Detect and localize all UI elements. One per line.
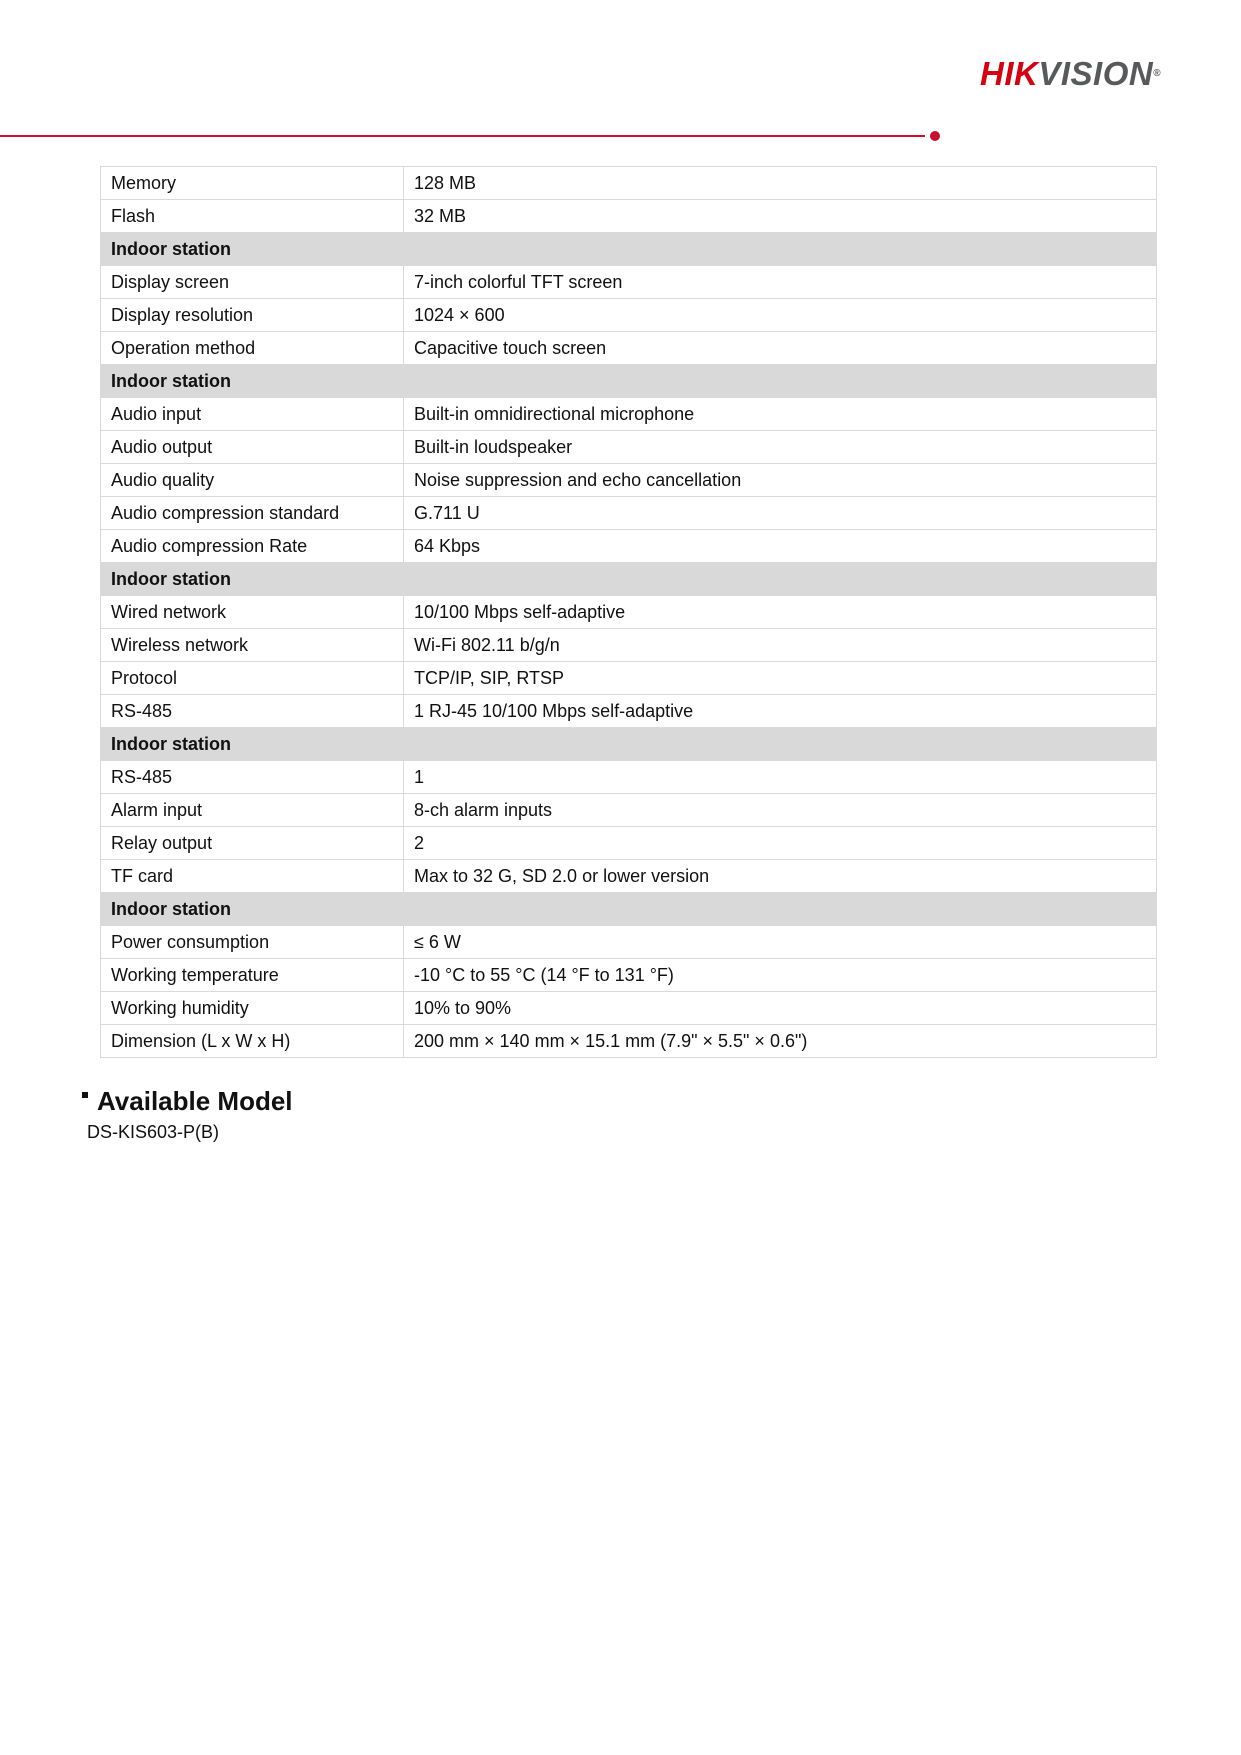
table-row [101, 167, 1157, 200]
logo-text-vision: VISION [1038, 55, 1154, 92]
spec-value: 8-ch alarm inputs [404, 794, 1157, 827]
spec-value: ≤ 6 W [404, 926, 1157, 959]
table-row [101, 860, 1157, 893]
table-row [101, 1025, 1157, 1058]
spec-label: Flash [101, 200, 404, 233]
spec-label: RS-485 [101, 695, 404, 728]
available-model-name: DS-KIS603-P(B) [87, 1122, 220, 1142]
registered-mark: ® [1153, 68, 1162, 79]
spec-label: Display screen [101, 266, 404, 299]
table-row [101, 761, 1157, 794]
spec-label: Wireless network [101, 629, 404, 662]
section-header-label: Indoor station [101, 233, 1157, 266]
section-header-label: Indoor station [101, 365, 1157, 398]
spec-value: 1 RJ-45 10/100 Mbps self-adaptive [404, 695, 1157, 728]
spec-label: Wired network [101, 596, 404, 629]
spec-value: Max to 32 G, SD 2.0 or lower version [404, 860, 1157, 893]
square-bullet-icon [82, 1092, 88, 1098]
spec-value: 128 MB [404, 167, 1157, 200]
spec-label: Audio quality [101, 464, 404, 497]
table-row [101, 992, 1157, 1025]
section-header-label: Indoor station [101, 728, 1157, 761]
available-model-title: Available Model [97, 1086, 293, 1116]
spec-value: Wi-Fi 802.11 b/g/n [404, 629, 1157, 662]
section-header-row [101, 233, 1157, 266]
spec-value: Built-in omnidirectional microphone [404, 398, 1157, 431]
section-header-label: Indoor station [101, 563, 1157, 596]
section-header-row [101, 893, 1157, 926]
spec-label: Audio compression standard [101, 497, 404, 530]
table-row [101, 662, 1157, 695]
spec-label: Audio input [101, 398, 404, 431]
table-row [101, 959, 1157, 992]
spec-label: Audio compression Rate [101, 530, 404, 563]
table-row [101, 266, 1157, 299]
spec-label: Dimension (L x W x H) [101, 1025, 404, 1058]
spec-value: 200 mm × 140 mm × 15.1 mm (7.9" × 5.5" × 0.6") [404, 1025, 1157, 1058]
table-row [101, 596, 1157, 629]
spec-label: Memory [101, 167, 404, 200]
spec-label: Working humidity [101, 992, 404, 1025]
spec-label: Protocol [101, 662, 404, 695]
spec-value: Noise suppression and echo cancellation [404, 464, 1157, 497]
table-row [101, 497, 1157, 530]
section-header-row [101, 563, 1157, 596]
spec-value: 64 Kbps [404, 530, 1157, 563]
spec-label: Display resolution [101, 299, 404, 332]
table-row [101, 431, 1157, 464]
logo-text-hik: HIK [980, 55, 1039, 92]
spec-value: 7-inch colorful TFT screen [404, 266, 1157, 299]
table-row [101, 200, 1157, 233]
spec-label: Audio output [101, 431, 404, 464]
spec-label: Alarm input [101, 794, 404, 827]
spec-label: RS-485 [101, 761, 404, 794]
spec-label: Power consumption [101, 926, 404, 959]
table-row [101, 530, 1157, 563]
table-row [101, 926, 1157, 959]
spec-value: 2 [404, 827, 1157, 860]
table-row [101, 695, 1157, 728]
table-row [101, 299, 1157, 332]
hikvision-logo [980, 54, 1161, 94]
section-header-row [101, 365, 1157, 398]
section-header-label: Indoor station [101, 893, 1157, 926]
header-rule-dot [930, 131, 940, 141]
specification-table-body [101, 167, 1157, 1058]
spec-value: Built-in loudspeaker [404, 431, 1157, 464]
available-model-heading [82, 1084, 293, 1118]
table-row [101, 464, 1157, 497]
spec-label: TF card [101, 860, 404, 893]
spec-label: Working temperature [101, 959, 404, 992]
header-rule [0, 135, 925, 137]
spec-value: 10/100 Mbps self-adaptive [404, 596, 1157, 629]
table-row [101, 827, 1157, 860]
spec-value: 10% to 90% [404, 992, 1157, 1025]
spec-value: 1024 × 600 [404, 299, 1157, 332]
table-row [101, 398, 1157, 431]
spec-value: 1 [404, 761, 1157, 794]
table-row [101, 629, 1157, 662]
table-row [101, 794, 1157, 827]
specification-table [100, 166, 1157, 1058]
table-row [101, 332, 1157, 365]
spec-value: Capacitive touch screen [404, 332, 1157, 365]
spec-value: 32 MB [404, 200, 1157, 233]
spec-label: Operation method [101, 332, 404, 365]
section-header-row [101, 728, 1157, 761]
spec-value: TCP/IP, SIP, RTSP [404, 662, 1157, 695]
spec-value: G.711 U [404, 497, 1157, 530]
spec-value: -10 °C to 55 °C (14 °F to 131 °F) [404, 959, 1157, 992]
spec-label: Relay output [101, 827, 404, 860]
